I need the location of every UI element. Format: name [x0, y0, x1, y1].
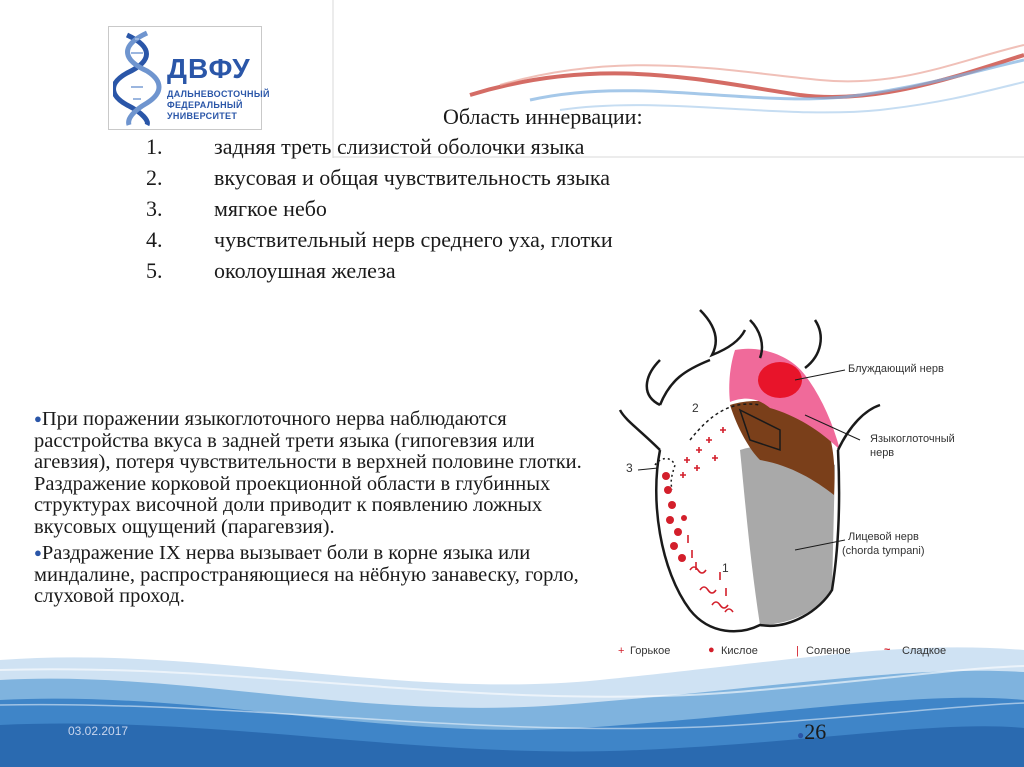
- list-num-4: 4.: [146, 227, 163, 252]
- label-zone-3: 3: [626, 461, 633, 475]
- bullet-text-1: При поражении языкоглоточного нерва наблюдаются расстройства вкуса в задней трети языка (гипогевзия или агевзия), потеря чувствительности в верхней половине глотки. Раздражение корковой проекционной области в глубинных структурах височной доли приводит к появлению ложных вкусовых ощущений (парагевзия).: [34, 408, 582, 538]
- label-facial-2: (chorda tympani): [842, 545, 925, 557]
- list-num-3: 3.: [146, 196, 163, 221]
- label-zone-1: 1: [722, 561, 729, 575]
- bitter-marks: [680, 427, 726, 478]
- legend-sweet: Сладкое: [902, 645, 947, 657]
- bullet-item: [34, 408, 594, 538]
- logo-abbr: ДВФУ: [167, 53, 251, 84]
- logo-line1: ДАЛЬНЕВОСТОЧНЫЙ: [167, 89, 270, 99]
- sour-icon: ●: [708, 644, 715, 656]
- bitter-icon: +: [618, 645, 625, 657]
- tongue-taste-diagram: [600, 300, 1000, 670]
- bullet-paragraphs: [34, 408, 594, 612]
- label-glosso-1: Языкоглоточный: [870, 433, 955, 445]
- page-dot-icon: ●: [797, 728, 805, 742]
- dvfu-logo: [108, 26, 270, 130]
- list-num-2: 2.: [146, 165, 163, 190]
- list-text-2: вкусовая и общая чувствительность языка: [214, 165, 610, 190]
- label-glosso-2: нерв: [870, 447, 895, 459]
- label-vagus: Блуждающий нерв: [848, 363, 944, 375]
- label-zone-2: 2: [692, 401, 699, 415]
- page-number: [797, 719, 826, 745]
- legend-salty: Соленое: [806, 645, 851, 657]
- section-title: Область иннервации:: [443, 104, 643, 129]
- list-num-5: 5.: [146, 258, 163, 283]
- legend-bitter: Горькое: [630, 645, 671, 657]
- bullet-text-2: Раздражение IX нерва вызывает боли в корне языка или миндалине, распространяющиеся на нёбную занавеску, горло, слуховой проход.: [34, 542, 579, 607]
- bullet-item: [34, 542, 594, 608]
- salty-icon: |: [796, 645, 799, 657]
- logo-helix-icon: [113, 29, 165, 127]
- taste-legend: [618, 645, 978, 663]
- list-text-5: околоушная железа: [214, 258, 396, 283]
- bullet-dot-icon: ●: [34, 411, 42, 426]
- logo-line3: УНИВЕРСИТЕТ: [167, 111, 238, 121]
- list-text-3: мягкое небо: [214, 196, 327, 221]
- sweet-icon: ~: [884, 644, 891, 656]
- page-number-value: 26: [804, 719, 827, 744]
- label-facial-1: Лицевой нерв: [848, 531, 919, 543]
- legend-sour: Кислое: [721, 645, 758, 657]
- bullet-dot-icon: ●: [34, 545, 42, 560]
- list-text-1: задняя треть слизистой оболочки языка: [214, 134, 585, 159]
- list-num-1: 1.: [146, 134, 163, 159]
- footer-date: 03.02.2017: [68, 724, 129, 738]
- logo-line2: ФЕДЕРАЛЬНЫЙ: [167, 100, 243, 110]
- sour-marks: [662, 472, 687, 562]
- list-text-4: чувствительный нерв среднего уха, глотки: [214, 227, 613, 252]
